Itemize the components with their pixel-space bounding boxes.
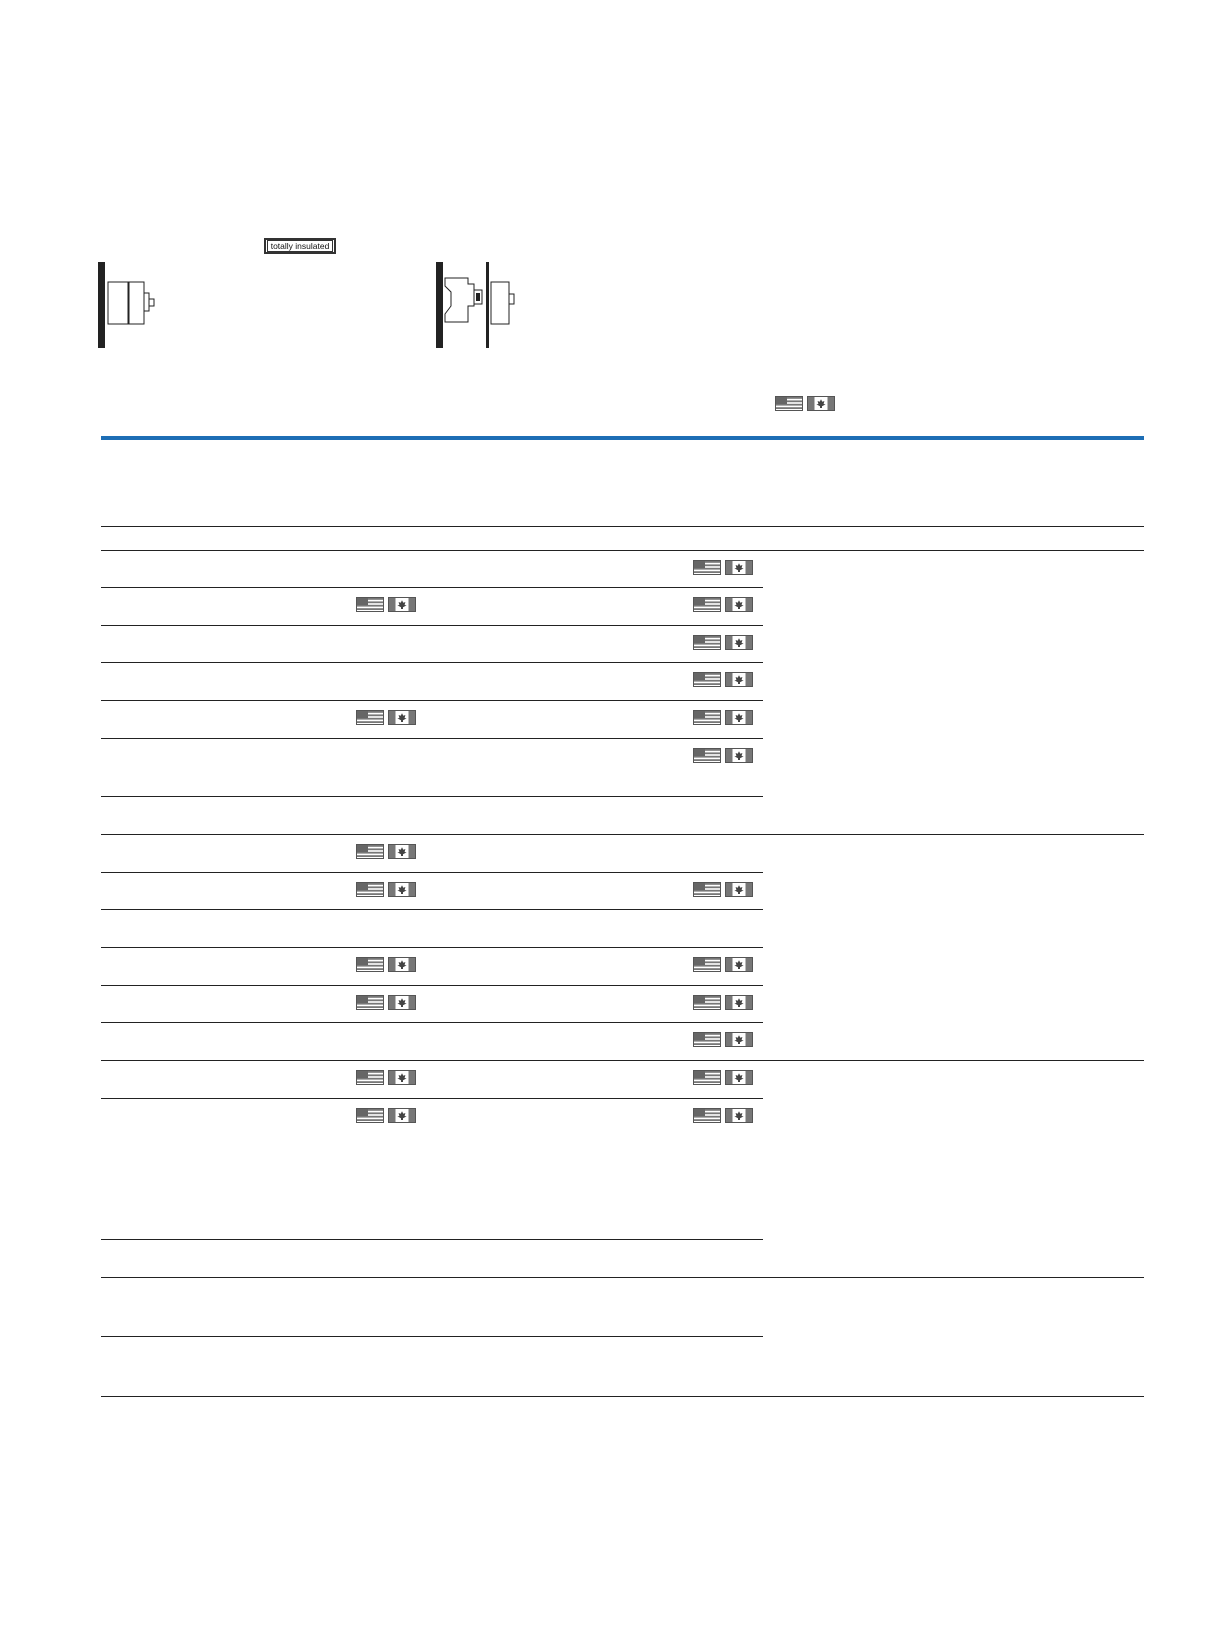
canada-flag-icon bbox=[388, 957, 416, 972]
us-flag-icon bbox=[356, 957, 384, 972]
table-row-rule bbox=[101, 700, 763, 701]
table-row-rule bbox=[101, 1022, 763, 1023]
canada-flag-icon bbox=[725, 597, 753, 612]
us-flag-icon bbox=[693, 710, 721, 725]
us-flag-icon bbox=[693, 672, 721, 687]
us-flag-icon bbox=[356, 597, 384, 612]
canada-flag-icon bbox=[725, 635, 753, 650]
table-row-rule bbox=[101, 587, 763, 588]
row-approval-flags-col2 bbox=[693, 1032, 753, 1047]
us-flag-icon bbox=[356, 995, 384, 1010]
row-approval-flags-col2 bbox=[693, 672, 753, 687]
table-header-rule bbox=[101, 526, 1144, 527]
us-flag-icon bbox=[356, 844, 384, 859]
canada-flag-icon bbox=[388, 1070, 416, 1085]
canada-flag-icon bbox=[725, 1070, 753, 1085]
table-row-rule bbox=[101, 872, 763, 873]
canada-flag-icon bbox=[388, 710, 416, 725]
table-row-rule bbox=[101, 1396, 1144, 1397]
us-flag-icon bbox=[693, 560, 721, 575]
row-approval-flags-col1 bbox=[356, 1108, 416, 1123]
table-row-rule bbox=[101, 1239, 763, 1240]
canada-flag-icon bbox=[725, 560, 753, 575]
table-row-rule bbox=[101, 1277, 1144, 1278]
table-row-rule bbox=[101, 1098, 763, 1099]
us-flag-icon bbox=[693, 597, 721, 612]
us-flag-icon bbox=[693, 1108, 721, 1123]
row-approval-flags-col1 bbox=[356, 957, 416, 972]
us-flag-icon bbox=[693, 995, 721, 1010]
canada-flag-icon bbox=[388, 597, 416, 612]
canada-flag-icon bbox=[725, 957, 753, 972]
table-row-rule bbox=[101, 662, 763, 663]
row-approval-flags-col1 bbox=[356, 710, 416, 725]
canada-flag-icon bbox=[388, 844, 416, 859]
row-approval-flags-col1 bbox=[356, 1070, 416, 1085]
table-row-rule bbox=[101, 834, 1144, 835]
table-row-rule bbox=[101, 947, 763, 948]
row-approval-flags-col2 bbox=[693, 710, 753, 725]
row-approval-flags-col2 bbox=[693, 560, 753, 575]
table-row-rule bbox=[101, 985, 763, 986]
badge-label: totally insulated bbox=[267, 240, 334, 252]
us-flag-icon bbox=[356, 710, 384, 725]
row-approval-flags-col2 bbox=[693, 635, 753, 650]
us-flag-icon bbox=[693, 1032, 721, 1047]
us-flag-icon bbox=[356, 882, 384, 897]
canada-flag-icon bbox=[388, 882, 416, 897]
row-approval-flags-col2 bbox=[693, 597, 753, 612]
us-flag-icon bbox=[693, 957, 721, 972]
canada-flag-icon bbox=[725, 1032, 753, 1047]
canada-flag-icon bbox=[725, 710, 753, 725]
row-approval-flags-col2 bbox=[693, 1070, 753, 1085]
row-approval-flags-col2 bbox=[693, 748, 753, 763]
us-flag-icon bbox=[693, 882, 721, 897]
us-flag-icon bbox=[356, 1108, 384, 1123]
us-flag-icon bbox=[356, 1070, 384, 1085]
table-row-rule bbox=[101, 796, 763, 797]
canada-flag-icon bbox=[388, 1108, 416, 1123]
row-approval-flags-col2 bbox=[693, 995, 753, 1010]
canada-flag-icon bbox=[725, 1108, 753, 1123]
canada-flag-icon bbox=[725, 882, 753, 897]
us-flag-icon bbox=[693, 748, 721, 763]
table-row-rule bbox=[101, 1336, 763, 1337]
table-row-rule bbox=[101, 625, 763, 626]
row-approval-flags-col2 bbox=[693, 957, 753, 972]
canada-flag-icon bbox=[725, 748, 753, 763]
row-approval-flags-col2 bbox=[693, 882, 753, 897]
row-approval-flags-col1 bbox=[356, 597, 416, 612]
table-row-rule bbox=[101, 909, 763, 910]
row-approval-flags-col1 bbox=[356, 844, 416, 859]
row-approval-flags-col2 bbox=[693, 1108, 753, 1123]
row-approval-flags-col1 bbox=[356, 995, 416, 1010]
table-row-rule bbox=[101, 738, 763, 739]
table-row-rule bbox=[101, 1060, 1144, 1061]
row-approval-flags-col1 bbox=[356, 882, 416, 897]
canada-flag-icon bbox=[725, 995, 753, 1010]
us-flag-icon bbox=[693, 635, 721, 650]
canada-flag-icon bbox=[388, 995, 416, 1010]
table-header-rule bbox=[101, 550, 1144, 551]
canada-flag-icon bbox=[725, 672, 753, 687]
us-flag-icon bbox=[693, 1070, 721, 1085]
